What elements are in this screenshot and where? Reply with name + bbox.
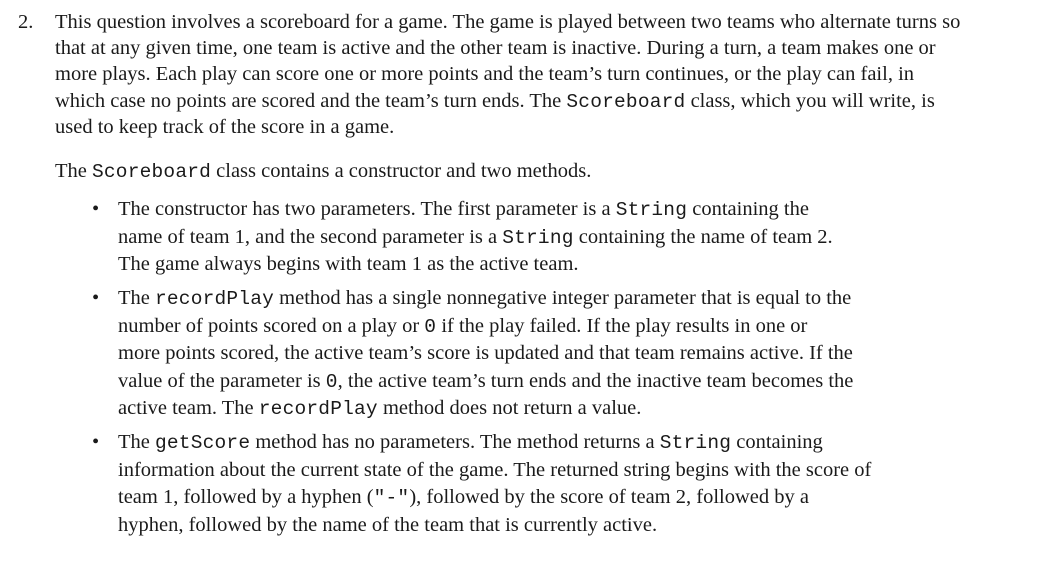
bullet-text-span: containing the <box>687 198 809 220</box>
intro-text: which case no points are scored and the team’s turn ends. The <box>55 89 567 112</box>
bullet-text-span: method has a single nonnegative integer parameter that is equal to the <box>274 287 852 309</box>
bullet-line <box>118 196 1028 224</box>
intro-line <box>55 114 1045 140</box>
bullet-text-span: hyphen, followed by the name of the team that is currently active. <box>118 513 658 536</box>
bullet-line <box>118 340 1028 368</box>
intro-text: This question involves a scoreboard for a game. The game is played between two teams who alternate turns so <box>55 11 961 33</box>
bullet-text <box>118 196 1028 279</box>
code-recordplay: recordPlay <box>258 398 378 421</box>
bullet-line <box>118 512 1028 540</box>
bullet-text-span: method does not return a value. <box>377 397 642 420</box>
bullet-symbol: • <box>92 198 100 220</box>
code-getscore: getScore <box>155 432 251 454</box>
bullet-text-span: The constructor has two parameters. The first parameter is a <box>118 198 616 220</box>
bullet-text-span: containing <box>731 431 823 453</box>
bullet-symbol: • <box>92 287 100 309</box>
intro-line <box>55 9 1045 35</box>
question-number: 2. <box>18 11 34 33</box>
bullet-line <box>118 457 1028 485</box>
intro-text: that at any given time, one team is active and the other team is inactive. During a turn, a team makes one or <box>55 37 936 60</box>
bullet-text-span: containing the name of team 2. <box>573 225 833 248</box>
bullet-text-span: method has no parameters. The method returns a <box>250 431 660 453</box>
bullet-line <box>118 395 1028 423</box>
intro-line <box>55 61 1045 87</box>
bullet-text-span: , the active team’s turn ends and the inactive team becomes the <box>337 369 854 392</box>
bullet-line <box>118 313 1028 341</box>
bullet-line <box>118 285 1028 313</box>
code-scoreboard: Scoreboard <box>566 90 686 113</box>
class-description-line <box>55 158 1045 184</box>
bullet-text-span: information about the current state of the game. The returned string begins with the score of <box>118 458 872 481</box>
class-description-text: class contains a constructor and two methods. <box>211 160 592 182</box>
bullet-text-span: active team. The <box>118 397 259 420</box>
code-zero: 0 <box>424 315 437 338</box>
code-string: String <box>615 199 688 221</box>
code-zero: 0 <box>325 370 338 393</box>
bullet-text-span: team 1, followed by a hyphen ( <box>118 486 374 509</box>
bullet-text-span: number of points scored on a play or <box>118 314 425 337</box>
bullet-line <box>118 251 1028 279</box>
bullet-text-span: more points scored, the active team’s score is updated and that team remains active. If the <box>118 342 853 365</box>
intro-text: used to keep track of the score in a game. <box>55 115 395 138</box>
code-scoreboard: Scoreboard <box>92 161 212 183</box>
code-string: String <box>659 432 732 454</box>
intro-text: class, which you will write, is <box>685 89 935 112</box>
bullet-text <box>118 429 1028 539</box>
code-recordplay: recordPlay <box>155 288 275 310</box>
bullet-text-span: value of the parameter is <box>118 369 326 392</box>
bullet-text-span: ), followed by the score of team 2, followed by a <box>409 486 809 509</box>
bullet-line <box>118 224 1028 252</box>
bullet-text-span: name of team 1, and the second parameter is a <box>118 225 503 248</box>
bullet-text-span: if the play failed. If the play results in one or <box>436 314 808 337</box>
code-string: String <box>502 226 574 249</box>
bullet-line <box>118 429 1028 457</box>
bullet-text-span: The <box>118 287 155 309</box>
question-intro-paragraph <box>55 9 1045 140</box>
class-description-text: The <box>55 160 92 182</box>
bullet-text-span: The <box>118 431 155 453</box>
bullet-line <box>118 368 1028 396</box>
code-hyphen: "-" <box>373 487 410 510</box>
intro-line <box>55 35 1045 61</box>
intro-text: more plays. Each play can score one or more points and the team’s turn continues, or the play can fail, in <box>55 63 915 86</box>
bullet-text <box>118 285 1028 423</box>
intro-line <box>55 88 1045 114</box>
bullet-line <box>118 484 1028 512</box>
bullet-text-span: The game always begins with team 1 as the active team. <box>118 253 579 276</box>
class-description <box>55 158 1045 184</box>
bullet-symbol: • <box>92 431 100 453</box>
